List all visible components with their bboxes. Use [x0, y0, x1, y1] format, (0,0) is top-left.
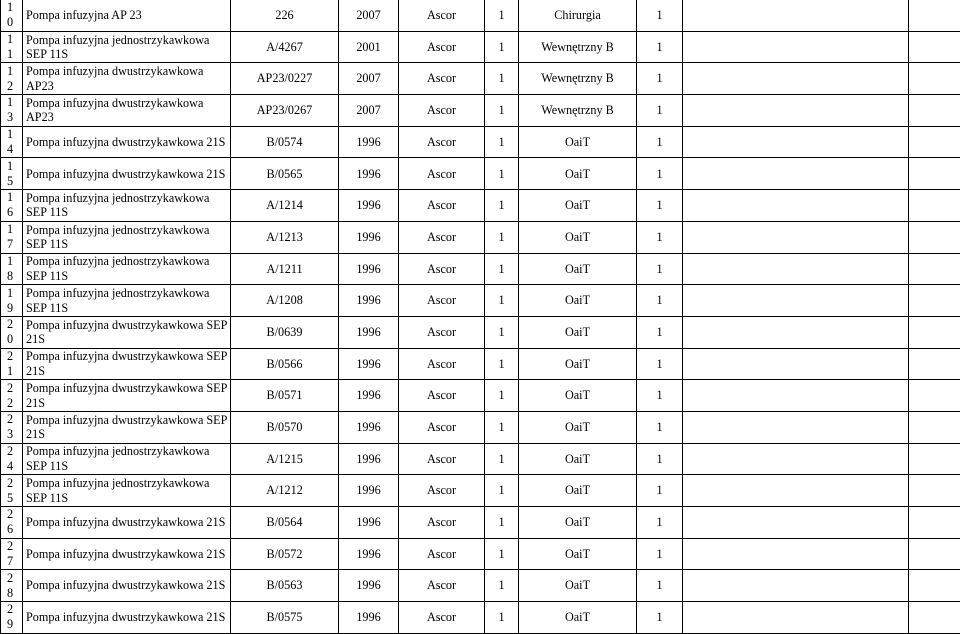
device-name-cell: Pompa infuzyjna jednostrzykawkowa SEP 11S	[23, 190, 231, 222]
serial-number-cell: B/0564	[231, 507, 339, 539]
empty-cell	[683, 158, 909, 190]
count-cell: 1	[637, 31, 683, 63]
device-name-cell: Pompa infuzyjna AP 23	[23, 0, 231, 31]
row-number: 10	[7, 0, 14, 30]
year-cell: 1996	[339, 348, 399, 380]
empty-cell	[909, 63, 960, 95]
empty-cell	[683, 348, 909, 380]
row-number-cell	[1, 95, 23, 127]
quantity-cell: 1	[485, 221, 519, 253]
year-cell: 2001	[339, 31, 399, 63]
count-cell: 1	[637, 285, 683, 317]
department-cell: Chirurgia	[519, 0, 637, 31]
manufacturer-cell: Ascor	[399, 158, 485, 190]
year-cell: 1996	[339, 221, 399, 253]
manufacturer-cell: Ascor	[399, 602, 485, 634]
table-row	[1, 95, 960, 127]
empty-cell	[909, 538, 960, 570]
quantity-cell: 1	[485, 31, 519, 63]
quantity-cell: 1	[485, 380, 519, 412]
serial-number-cell: A/1212	[231, 475, 339, 507]
count-cell: 1	[637, 380, 683, 412]
device-name-cell: Pompa infuzyjna dwustrzykawkowa SEP 21S	[23, 380, 231, 412]
serial-number-cell: B/0571	[231, 380, 339, 412]
serial-number-cell: AP23/0267	[231, 95, 339, 127]
row-number-cell	[1, 126, 23, 158]
row-number: 28	[7, 570, 14, 600]
year-cell: 1996	[339, 380, 399, 412]
table-row	[1, 507, 960, 539]
row-number: 16	[7, 190, 14, 220]
department-cell: OaiT	[519, 316, 637, 348]
table-row	[1, 380, 960, 412]
empty-cell	[909, 0, 960, 31]
table-row	[1, 31, 960, 63]
serial-number-cell: B/0572	[231, 538, 339, 570]
quantity-cell: 1	[485, 602, 519, 634]
device-name-cell: Pompa infuzyjna dwustrzykawkowa SEP 21S	[23, 348, 231, 380]
year-cell: 1996	[339, 285, 399, 317]
device-name-cell: Pompa infuzyjna dwustrzykawkowa 21S	[23, 570, 231, 602]
row-number: 19	[7, 285, 14, 315]
device-name-cell: Pompa infuzyjna dwustrzykawkowa SEP 21S	[23, 411, 231, 443]
manufacturer-cell: Ascor	[399, 475, 485, 507]
manufacturer-cell: Ascor	[399, 570, 485, 602]
manufacturer-cell: Ascor	[399, 538, 485, 570]
department-cell: OaiT	[519, 538, 637, 570]
year-cell: 1996	[339, 411, 399, 443]
device-name-cell: Pompa infuzyjna dwustrzykawkowa 21S	[23, 602, 231, 634]
count-cell: 1	[637, 602, 683, 634]
empty-cell	[683, 95, 909, 127]
department-cell: OaiT	[519, 475, 637, 507]
quantity-cell: 1	[485, 253, 519, 285]
row-number-cell	[1, 285, 23, 317]
row-number: 26	[7, 507, 14, 537]
empty-cell	[909, 602, 960, 634]
quantity-cell: 1	[485, 316, 519, 348]
table-row	[1, 316, 960, 348]
row-number-cell	[1, 507, 23, 539]
table-row	[1, 411, 960, 443]
manufacturer-cell: Ascor	[399, 443, 485, 475]
serial-number-cell: 226	[231, 0, 339, 31]
department-cell: OaiT	[519, 411, 637, 443]
empty-cell	[909, 507, 960, 539]
row-number-cell	[1, 380, 23, 412]
table-row	[1, 126, 960, 158]
department-cell: OaiT	[519, 570, 637, 602]
empty-cell	[683, 507, 909, 539]
manufacturer-cell: Ascor	[399, 221, 485, 253]
device-name-cell: Pompa infuzyjna jednostrzykawkowa SEP 11S	[23, 253, 231, 285]
year-cell: 1996	[339, 316, 399, 348]
empty-cell	[909, 158, 960, 190]
empty-cell	[909, 190, 960, 222]
serial-number-cell: A/1215	[231, 443, 339, 475]
device-name-cell: Pompa infuzyjna dwustrzykawkowa AP23	[23, 95, 231, 127]
count-cell: 1	[637, 443, 683, 475]
manufacturer-cell: Ascor	[399, 285, 485, 317]
quantity-cell: 1	[485, 158, 519, 190]
count-cell: 1	[637, 411, 683, 443]
department-cell: OaiT	[519, 158, 637, 190]
year-cell: 2007	[339, 63, 399, 95]
department-cell: OaiT	[519, 443, 637, 475]
count-cell: 1	[637, 63, 683, 95]
row-number-cell	[1, 0, 23, 31]
row-number: 12	[7, 63, 14, 93]
serial-number-cell: A/4267	[231, 31, 339, 63]
count-cell: 1	[637, 190, 683, 222]
department-cell: OaiT	[519, 190, 637, 222]
device-name-cell: Pompa infuzyjna jednostrzykawkowa SEP 11S	[23, 443, 231, 475]
empty-cell	[909, 221, 960, 253]
empty-cell	[909, 411, 960, 443]
row-number-cell	[1, 63, 23, 95]
row-number-cell	[1, 443, 23, 475]
table-row	[1, 443, 960, 475]
row-number: 27	[7, 539, 14, 569]
count-cell: 1	[637, 507, 683, 539]
empty-cell	[909, 570, 960, 602]
row-number: 25	[7, 475, 14, 505]
manufacturer-cell: Ascor	[399, 507, 485, 539]
table-row	[1, 221, 960, 253]
serial-number-cell: A/1213	[231, 221, 339, 253]
department-cell: OaiT	[519, 507, 637, 539]
quantity-cell: 1	[485, 507, 519, 539]
row-number-cell	[1, 570, 23, 602]
manufacturer-cell: Ascor	[399, 316, 485, 348]
row-number-cell	[1, 190, 23, 222]
row-number: 11	[7, 32, 14, 62]
manufacturer-cell: Ascor	[399, 190, 485, 222]
empty-cell	[683, 602, 909, 634]
row-number-cell	[1, 221, 23, 253]
empty-cell	[683, 221, 909, 253]
empty-cell	[683, 285, 909, 317]
count-cell: 1	[637, 0, 683, 31]
quantity-cell: 1	[485, 411, 519, 443]
department-cell: OaiT	[519, 348, 637, 380]
manufacturer-cell: Ascor	[399, 380, 485, 412]
count-cell: 1	[637, 253, 683, 285]
table-row	[1, 0, 960, 31]
table-row	[1, 602, 960, 634]
year-cell: 2007	[339, 0, 399, 31]
device-name-cell: Pompa infuzyjna dwustrzykawkowa 21S	[23, 507, 231, 539]
device-name-cell: Pompa infuzyjna jednostrzykawkowa SEP 11S	[23, 475, 231, 507]
year-cell: 1996	[339, 253, 399, 285]
year-cell: 1996	[339, 158, 399, 190]
table-row	[1, 570, 960, 602]
serial-number-cell: B/0570	[231, 411, 339, 443]
serial-number-cell: AP23/0227	[231, 63, 339, 95]
serial-number-cell: A/1211	[231, 253, 339, 285]
row-number-cell	[1, 602, 23, 634]
serial-number-cell: B/0566	[231, 348, 339, 380]
empty-cell	[683, 0, 909, 31]
serial-number-cell: B/0565	[231, 158, 339, 190]
empty-cell	[909, 380, 960, 412]
department-cell: Wewnętrzny B	[519, 63, 637, 95]
empty-cell	[683, 31, 909, 63]
year-cell: 1996	[339, 507, 399, 539]
department-cell: OaiT	[519, 253, 637, 285]
row-number: 15	[7, 158, 14, 188]
empty-cell	[909, 443, 960, 475]
department-cell: Wewnętrzny B	[519, 95, 637, 127]
table-row	[1, 475, 960, 507]
quantity-cell: 1	[485, 126, 519, 158]
row-number: 14	[7, 127, 14, 157]
row-number: 23	[7, 412, 14, 442]
year-cell: 1996	[339, 602, 399, 634]
count-cell: 1	[637, 475, 683, 507]
empty-cell	[909, 126, 960, 158]
empty-cell	[683, 126, 909, 158]
serial-number-cell: B/0574	[231, 126, 339, 158]
device-name-cell: Pompa infuzyjna dwustrzykawkowa AP23	[23, 63, 231, 95]
empty-cell	[683, 63, 909, 95]
device-name-cell: Pompa infuzyjna dwustrzykawkowa 21S	[23, 538, 231, 570]
row-number-cell	[1, 538, 23, 570]
serial-number-cell: B/0575	[231, 602, 339, 634]
year-cell: 1996	[339, 570, 399, 602]
empty-cell	[683, 190, 909, 222]
table-row	[1, 285, 960, 317]
quantity-cell: 1	[485, 95, 519, 127]
department-cell: Wewnętrzny B	[519, 31, 637, 63]
empty-cell	[909, 95, 960, 127]
serial-number-cell: B/0563	[231, 570, 339, 602]
year-cell: 1996	[339, 126, 399, 158]
row-number-cell	[1, 316, 23, 348]
count-cell: 1	[637, 348, 683, 380]
table-row	[1, 158, 960, 190]
count-cell: 1	[637, 158, 683, 190]
manufacturer-cell: Ascor	[399, 95, 485, 127]
department-cell: OaiT	[519, 602, 637, 634]
row-number-cell	[1, 158, 23, 190]
year-cell: 1996	[339, 443, 399, 475]
empty-cell	[683, 570, 909, 602]
row-number: 21	[7, 348, 14, 378]
empty-cell	[909, 285, 960, 317]
row-number: 13	[7, 95, 14, 125]
department-cell: OaiT	[519, 126, 637, 158]
year-cell: 1996	[339, 538, 399, 570]
empty-cell	[683, 253, 909, 285]
count-cell: 1	[637, 570, 683, 602]
row-number: 29	[7, 602, 14, 632]
department-cell: OaiT	[519, 221, 637, 253]
empty-cell	[909, 348, 960, 380]
count-cell: 1	[637, 538, 683, 570]
table-row	[1, 253, 960, 285]
empty-cell	[683, 411, 909, 443]
manufacturer-cell: Ascor	[399, 31, 485, 63]
empty-cell	[683, 475, 909, 507]
count-cell: 1	[637, 316, 683, 348]
count-cell: 1	[637, 126, 683, 158]
quantity-cell: 1	[485, 443, 519, 475]
manufacturer-cell: Ascor	[399, 63, 485, 95]
device-name-cell: Pompa infuzyjna jednostrzykawkowa SEP 11S	[23, 31, 231, 63]
serial-number-cell: A/1214	[231, 190, 339, 222]
empty-cell	[909, 31, 960, 63]
device-name-cell: Pompa infuzyjna dwustrzykawkowa 21S	[23, 126, 231, 158]
row-number: 24	[7, 443, 14, 473]
serial-number-cell: B/0639	[231, 316, 339, 348]
table-row	[1, 190, 960, 222]
table-row	[1, 538, 960, 570]
year-cell: 1996	[339, 475, 399, 507]
table-row	[1, 63, 960, 95]
device-name-cell: Pompa infuzyjna dwustrzykawkowa SEP 21S	[23, 316, 231, 348]
serial-number-cell: A/1208	[231, 285, 339, 317]
row-number-cell	[1, 31, 23, 63]
count-cell: 1	[637, 95, 683, 127]
year-cell: 2007	[339, 95, 399, 127]
row-number-cell	[1, 411, 23, 443]
quantity-cell: 1	[485, 0, 519, 31]
quantity-cell: 1	[485, 538, 519, 570]
quantity-cell: 1	[485, 190, 519, 222]
quantity-cell: 1	[485, 63, 519, 95]
manufacturer-cell: Ascor	[399, 411, 485, 443]
manufacturer-cell: Ascor	[399, 126, 485, 158]
empty-cell	[909, 316, 960, 348]
row-number-cell	[1, 475, 23, 507]
device-name-cell: Pompa infuzyjna dwustrzykawkowa 21S	[23, 158, 231, 190]
year-cell: 1996	[339, 190, 399, 222]
row-number-cell	[1, 348, 23, 380]
empty-cell	[909, 475, 960, 507]
empty-cell	[683, 380, 909, 412]
manufacturer-cell: Ascor	[399, 348, 485, 380]
department-cell: OaiT	[519, 380, 637, 412]
device-name-cell: Pompa infuzyjna jednostrzykawkowa SEP 11S	[23, 221, 231, 253]
empty-cell	[683, 316, 909, 348]
device-name-cell: Pompa infuzyjna jednostrzykawkowa SEP 11S	[23, 285, 231, 317]
quantity-cell: 1	[485, 285, 519, 317]
table-row	[1, 348, 960, 380]
row-number: 22	[7, 380, 14, 410]
manufacturer-cell: Ascor	[399, 253, 485, 285]
quantity-cell: 1	[485, 570, 519, 602]
empty-cell	[683, 443, 909, 475]
quantity-cell: 1	[485, 348, 519, 380]
quantity-cell: 1	[485, 475, 519, 507]
row-number: 17	[7, 222, 14, 252]
row-number-cell	[1, 253, 23, 285]
empty-cell	[909, 253, 960, 285]
row-number: 18	[7, 253, 14, 283]
row-number: 20	[7, 317, 14, 347]
count-cell: 1	[637, 221, 683, 253]
empty-cell	[683, 538, 909, 570]
department-cell: OaiT	[519, 285, 637, 317]
manufacturer-cell: Ascor	[399, 0, 485, 31]
